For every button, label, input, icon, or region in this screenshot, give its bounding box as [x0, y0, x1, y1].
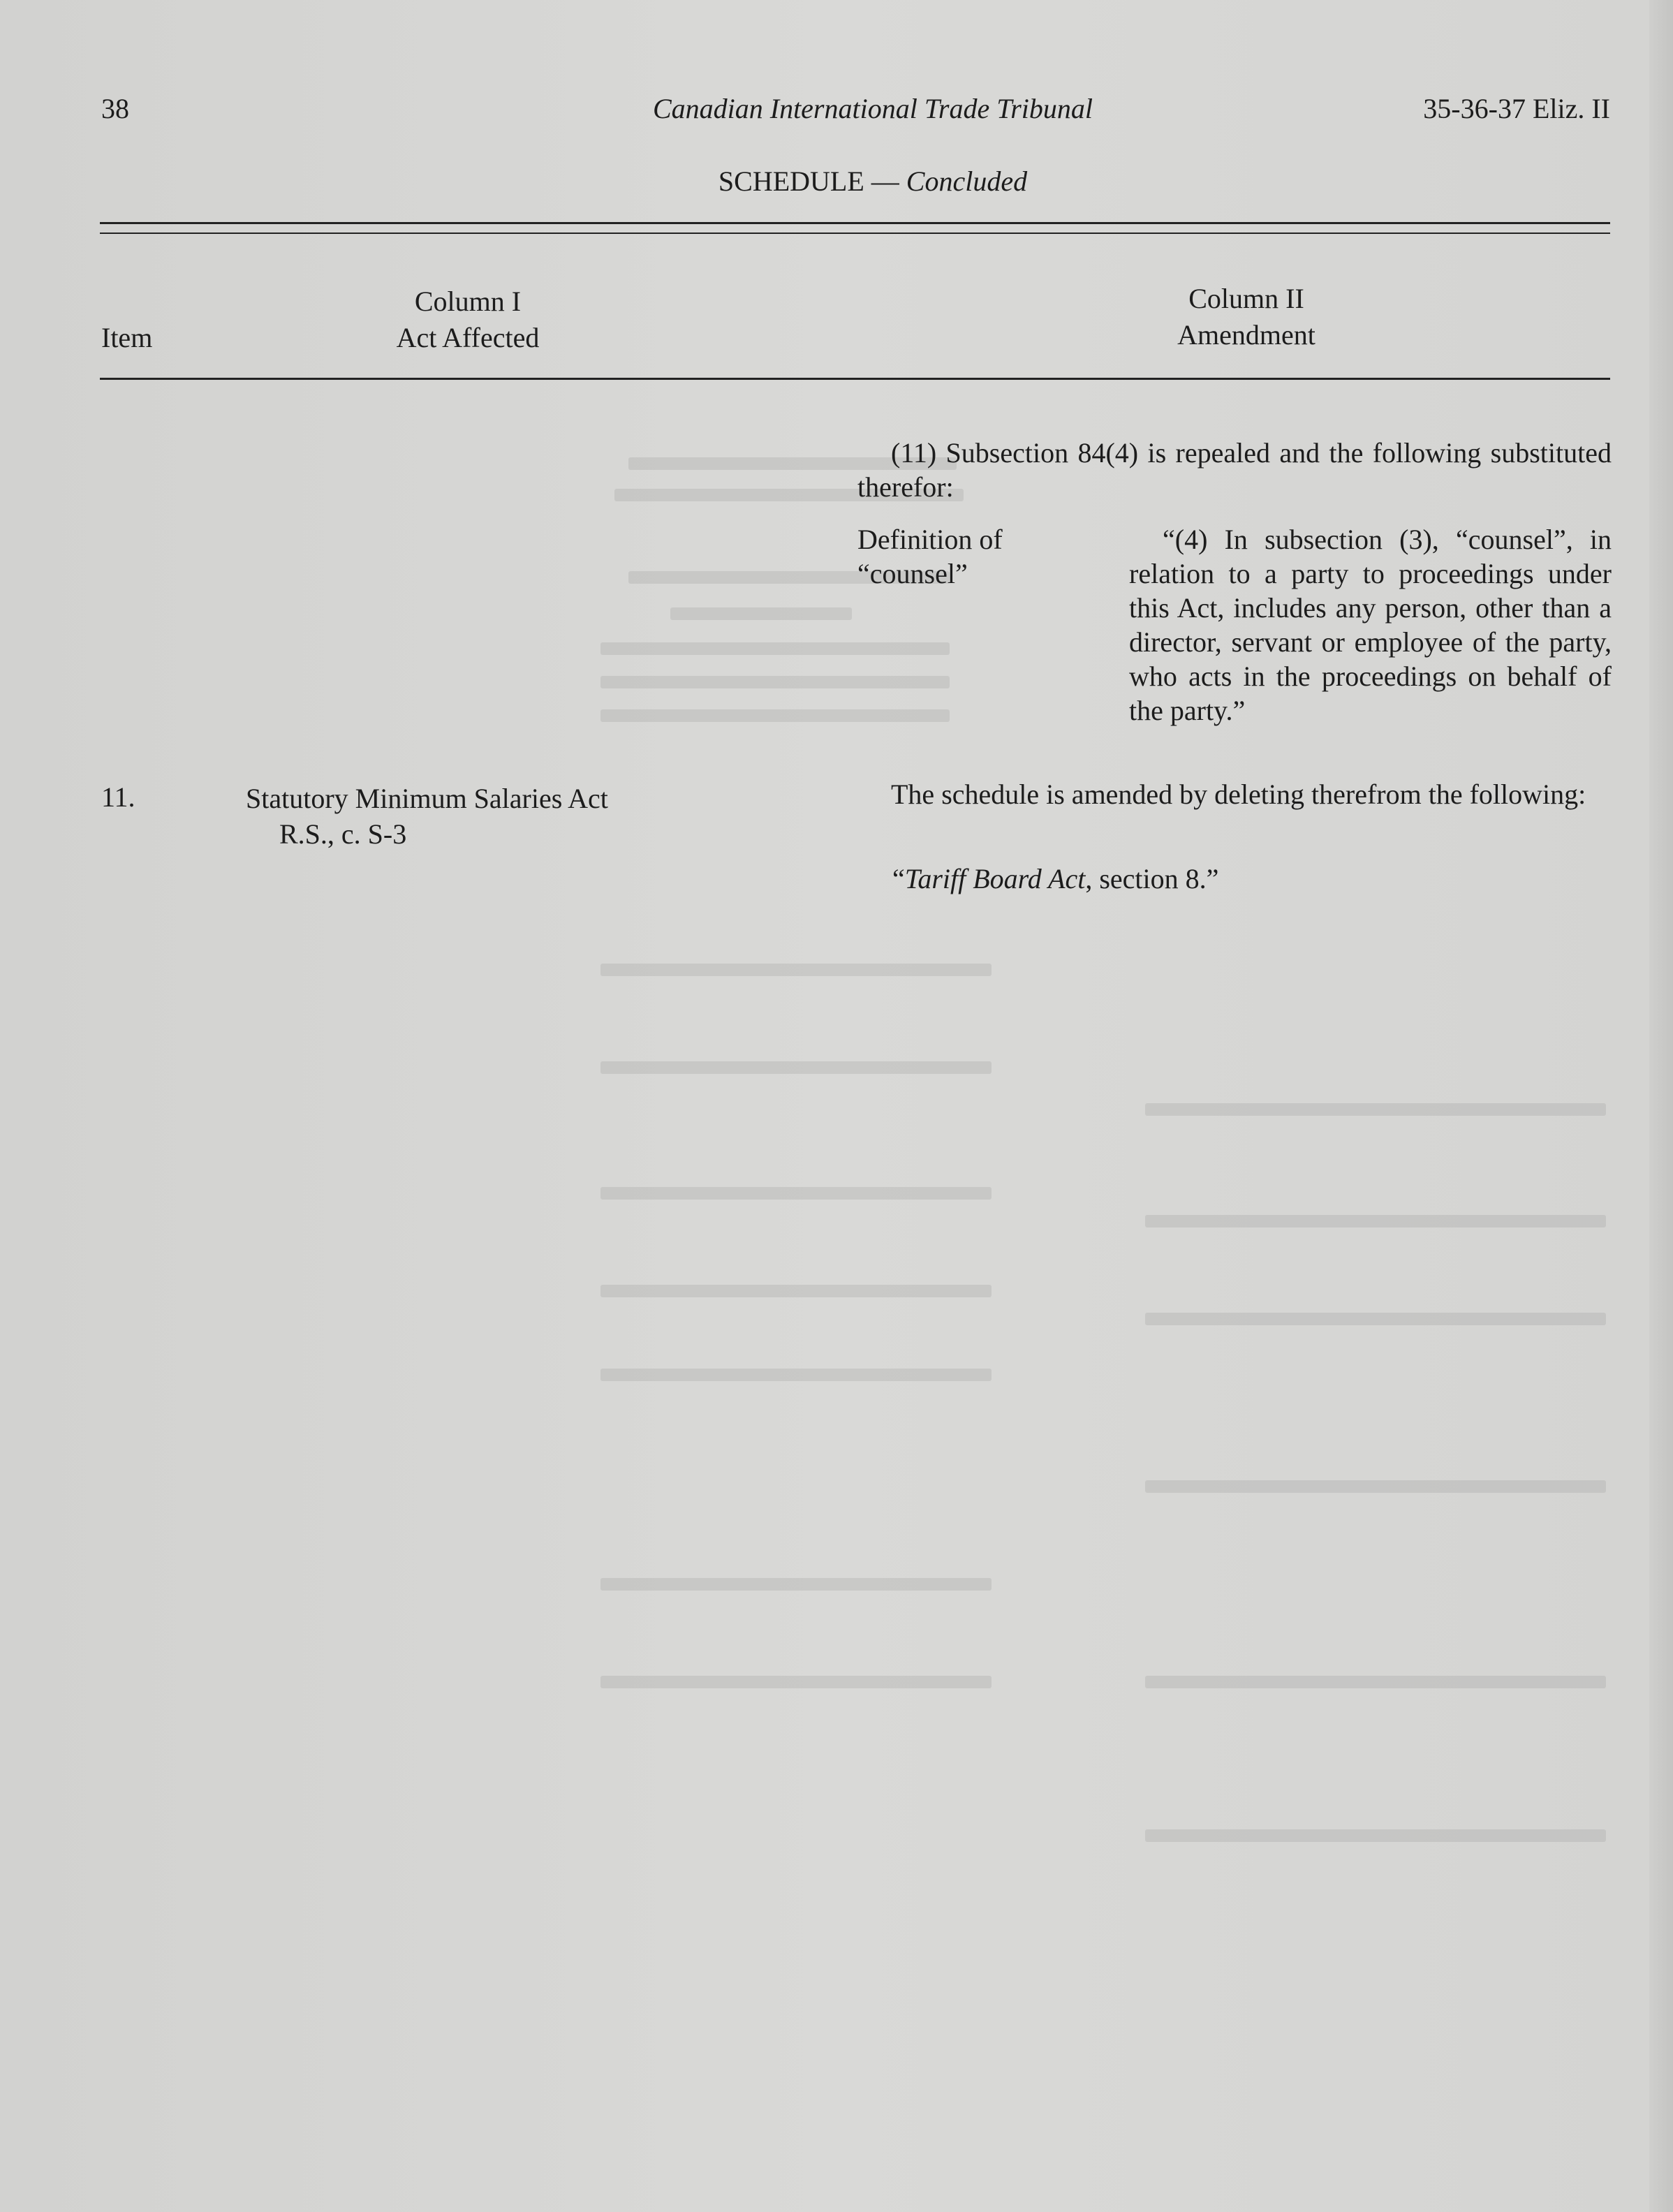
- definition-text: “(4) In subsection (3), “counsel”, in relation to a party to proceedings under this Act, includes any person, other than a director, servant or employee of the party, who acts in the proceedings on behalf of the party.”: [1129, 524, 1612, 726]
- schedule-amendment-paragraph: The schedule is amended by deleting therefrom the following:: [891, 779, 1586, 810]
- act-affected: [246, 781, 721, 852]
- column-header-1: [328, 283, 607, 356]
- amendment-paragraph-11: (11) Subsection 84(4) is repealed and the following substituted therefor:: [857, 437, 1612, 503]
- column-header-2: [1086, 281, 1407, 353]
- act-citation: R.S., c. S-3: [279, 818, 407, 850]
- marginal-note-line-2: “counsel”: [857, 558, 968, 589]
- header-bottom-rule: [100, 378, 1610, 380]
- top-rule-secondary: [100, 233, 1610, 234]
- schedule-heading: [0, 165, 1673, 198]
- schedule-heading-suffix: Concluded: [906, 165, 1028, 197]
- marginal-note-line-1: Definition of: [857, 524, 1003, 555]
- column-header-item: Item: [101, 322, 153, 353]
- running-title: Canadian International Trade Tribunal: [652, 93, 1093, 124]
- schedule-heading-main: SCHEDULE —: [718, 165, 906, 197]
- page-edge-shadow: [1649, 0, 1673, 2212]
- deleted-entry-quote: [892, 862, 1218, 895]
- act-name: Statutory Minimum Salaries Act: [246, 783, 608, 814]
- quote-act-title: Tariff Board Act: [904, 863, 1086, 894]
- column-1-title: Column I: [414, 286, 522, 317]
- regnal-year: 35-36-37 Eliz. II: [1423, 93, 1610, 124]
- quote-open: “: [892, 863, 905, 894]
- top-rule: [100, 222, 1610, 224]
- column-2-title: Column II: [1188, 283, 1304, 314]
- page-number: 38: [101, 93, 129, 124]
- marginal-note: [857, 522, 1081, 591]
- column-2-subtitle: Amendment: [1177, 319, 1315, 351]
- quote-rest: , section 8.”: [1085, 863, 1219, 894]
- column-1-subtitle: Act Affected: [396, 322, 540, 353]
- item-number: 11.: [101, 781, 135, 813]
